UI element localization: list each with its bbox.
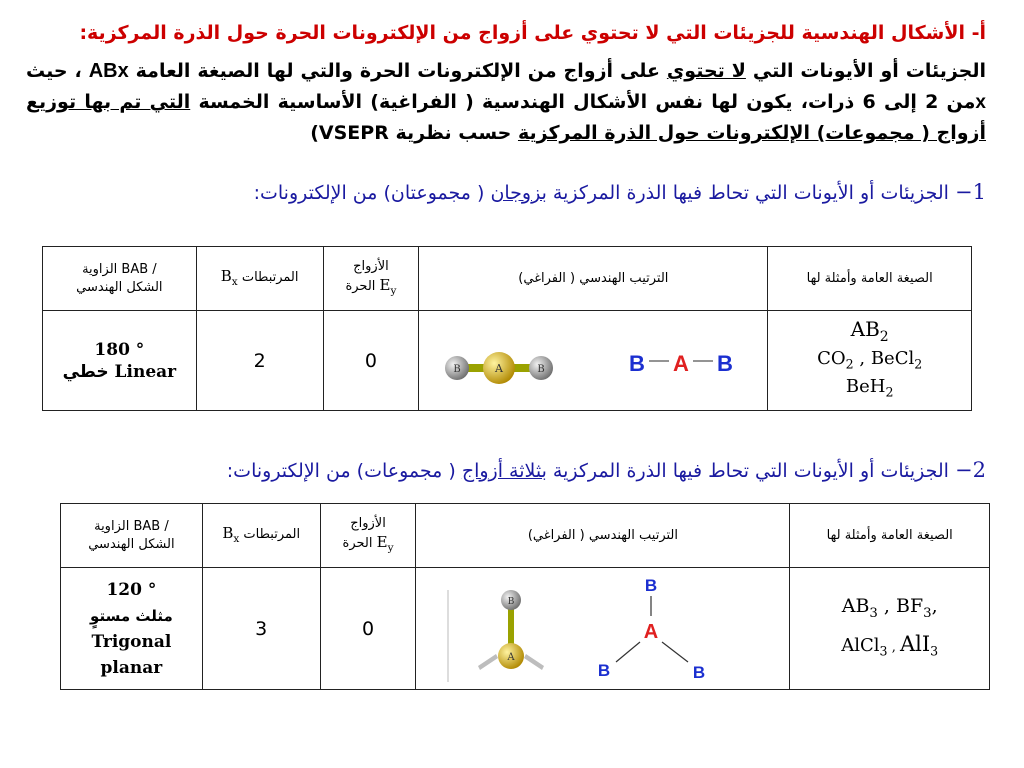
section-text: الجزيئات أو الأيونات التي تحاط فيها الذرة المركزية	[546, 182, 956, 204]
formula-cell	[790, 568, 990, 690]
atom-a: A	[644, 620, 659, 643]
section-underline: بثلاثة أزواج	[461, 460, 547, 482]
header-formula: الصيغة العامة وأمثلة لها	[768, 247, 972, 311]
section-number: 2−	[955, 458, 986, 482]
table-row	[61, 568, 990, 690]
model-bond-left	[478, 654, 498, 670]
ball-stick-model-linear	[445, 352, 553, 384]
atom-b-right: B	[693, 662, 706, 682]
header-arrangement: الترتيب الهندسي ( الفراغي)	[419, 247, 768, 311]
section-1-heading	[26, 180, 986, 204]
lewis-diagram-trigonal	[598, 576, 705, 682]
intro-paragraph	[26, 56, 986, 149]
ball-stick-model-trigonal	[478, 590, 544, 670]
intro-formula-abx: ABx	[88, 60, 129, 82]
examples-line: $CO_2$ , BeCl$_2$	[817, 347, 923, 372]
table-two-pairs	[42, 246, 972, 411]
table-header-row	[61, 504, 990, 568]
header-lone-pairs: الأزواج الحرة $E_y$	[323, 247, 419, 311]
bond-line-right	[662, 642, 688, 662]
page-title: أ- الأشكال الهندسية للجزيئات التي لا تحتوي على أزواج من الإلكترونات الحرة حول الذرة المركزية:	[79, 22, 986, 44]
header-ligands: $B_x$ المرتبطات	[202, 504, 320, 568]
intro-underline-not-contain: لا تحتوي	[666, 60, 746, 82]
examples-line: BeH$_2$	[845, 375, 894, 400]
model-label-a: A	[495, 361, 504, 375]
model-label-b-right: B	[537, 363, 546, 375]
angle-cell: 120 ° مثلث مستوٍ Trigonal planar	[61, 568, 203, 690]
section-text: ( مجموعات) من الإلكترونات:	[226, 460, 462, 482]
intro-x: x	[975, 92, 986, 113]
atom-b-left: B	[598, 660, 611, 680]
table-row	[43, 311, 972, 411]
atom-a: A	[673, 350, 690, 376]
lewis-diagram-linear	[629, 351, 733, 376]
table-header-row	[43, 247, 972, 311]
section-number: 1−	[955, 180, 986, 204]
arrangement-cell	[416, 568, 790, 690]
header-formula: الصيغة العامة وأمثلة لها	[790, 504, 990, 568]
section-text: الجزيئات أو الأيونات التي تحاط فيها الذرة المركزية	[546, 460, 956, 482]
general-formula: $AB_2$	[850, 316, 889, 345]
intro-text: الجزيئات أو الأيونات التي	[745, 60, 987, 82]
examples-line: $AB_3$ , $BF_3$,	[841, 594, 938, 621]
model-label-b-left: B	[453, 363, 462, 375]
model-label-a: A	[507, 651, 516, 663]
intro-text: من 2 إلى 6 ذرات، يكون لها نفس الأشكال الهندسية ( الفراغية) الأساسية الخمسة	[190, 91, 976, 113]
section-underline: بزوجان	[490, 182, 547, 204]
intro-text: ، حيث	[26, 60, 89, 82]
ligands-cell: 3	[202, 568, 320, 690]
section-2-heading	[26, 458, 986, 482]
header-lone-pairs: الأزواج الحرة $E_y$	[320, 504, 416, 568]
intro-text: على أزواج من الإلكترونات الحرة والتي لها الصيغة العامة	[128, 60, 667, 82]
lone-pairs-cell: 0	[320, 568, 416, 690]
atom-b-right: B	[717, 350, 734, 376]
header-arrangement: الترتيب الهندسي ( الفراغي)	[416, 504, 790, 568]
section-text: ( مجموعتان) من الإلكترونات:	[253, 182, 491, 204]
atom-b-left: B	[629, 350, 646, 376]
examples-line: AlCl$_3$ , AlI$_3$	[841, 631, 939, 659]
table-three-pairs	[60, 503, 990, 690]
model-label-b-top: B	[508, 596, 515, 607]
lone-pairs-cell: 0	[323, 311, 419, 411]
angle-cell: 180 ° خطي Linear	[43, 311, 197, 411]
linear-diagram	[419, 313, 764, 409]
atom-b-top: B	[645, 575, 658, 595]
header-ligands: $B_x$ المرتبطات	[196, 247, 323, 311]
header-angle: الزاوية BAB / الشكل الهندسي	[43, 247, 197, 311]
model-bond-right	[524, 654, 544, 670]
bond-line-left	[616, 642, 640, 662]
arrangement-cell	[419, 311, 768, 411]
header-angle: الزاوية BAB / الشكل الهندسي	[61, 504, 203, 568]
intro-underline-distribution: التي تم بها توزيع أزواج ( مجموعات) الإلكترونات حول الذرة المركزية	[26, 91, 986, 144]
ligands-cell: 2	[196, 311, 323, 411]
intro-text: حسب نظرية VSEPR)	[310, 122, 518, 144]
trigonal-planar-diagram	[416, 570, 786, 688]
formula-cell	[768, 311, 972, 411]
